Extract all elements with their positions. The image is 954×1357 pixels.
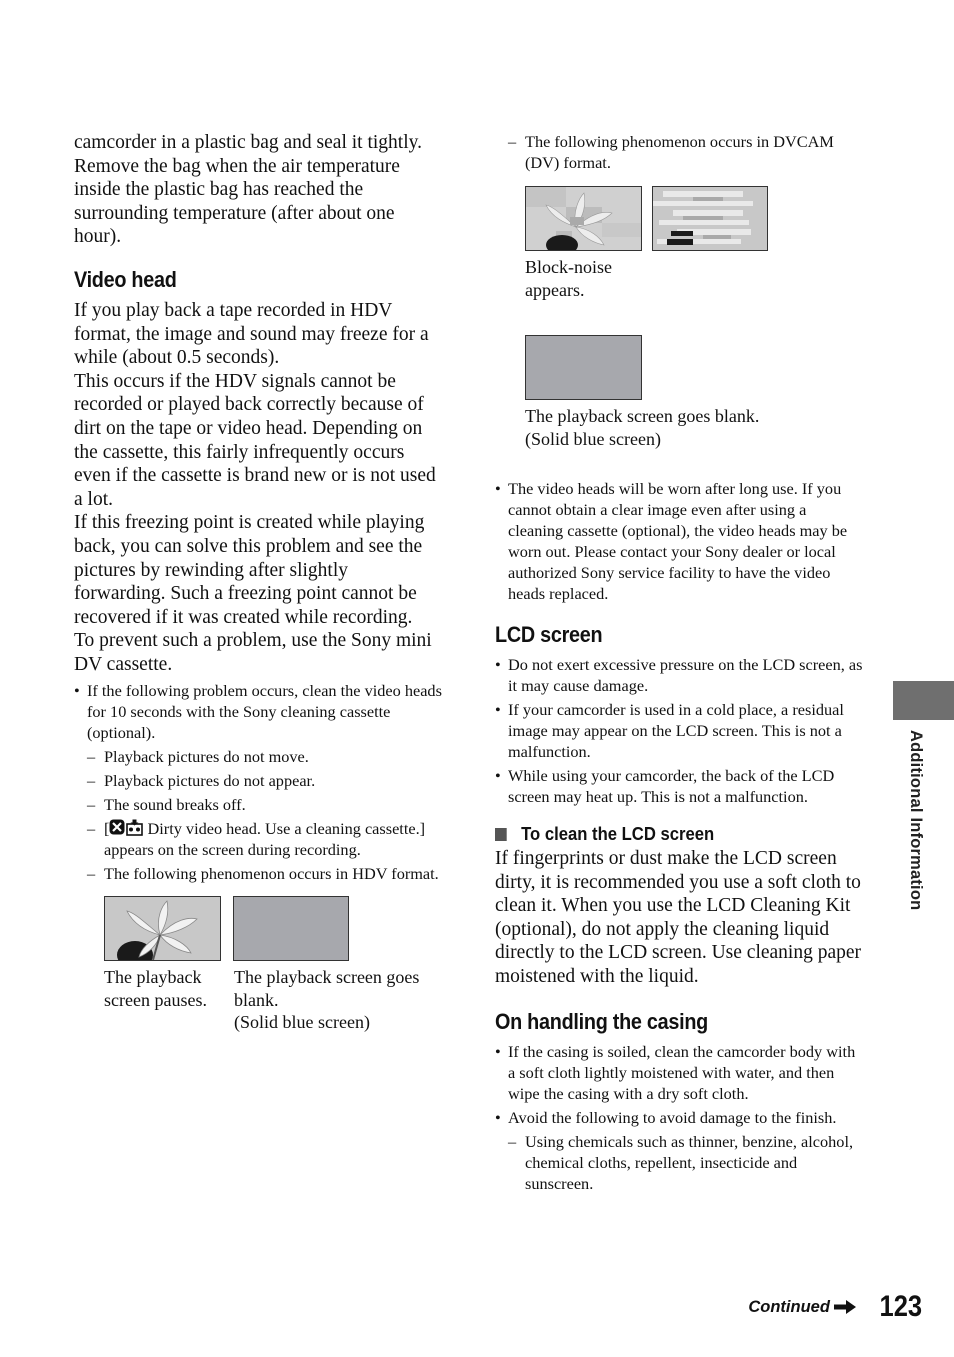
intro-paragraph: camcorder in a plastic bag and seal it tightly. Remove the bag when the air temperature inside the plastic bag has reached the surrounding temperature (after about one hour). [74, 132, 422, 248]
caption-pause: The playback screen pauses. [104, 967, 207, 1010]
caption-blank: The playback screen goes blank. (Solid blue screen) [525, 406, 760, 449]
blank-screen-thumbnail [525, 335, 642, 400]
problem-item: – Playback pictures do not appear. [87, 770, 444, 791]
chemicals-item: – Using chemicals such as thinner, benzine, alcohol, chemical cloths, repellent, insecticide and sunscreen. [508, 1131, 865, 1194]
section-tab-label: Additional Information [907, 730, 925, 911]
worn-heads-bullet-list [495, 478, 865, 604]
block-noise-thumbnail-1 [525, 186, 642, 251]
caption-block-noise: Block-noise appears. [525, 257, 612, 300]
dirty-head-warning-icon [109, 819, 143, 836]
blank-screen-thumbnail [233, 896, 349, 961]
clean-lcd-paragraph: If fingerprints or dust make the LCD screen dirty, it is recommended you use a soft cloth to clean it. When you use the LCD Cleaning Kit (optional), do not apply the cleaning liquid directly to the LCD screen. Use cleaning paper moistened with the liquid. [495, 848, 862, 987]
page-footer [748, 1290, 922, 1324]
flower-image-icon [105, 897, 220, 960]
problem-item: – Playback pictures do not move. [87, 746, 444, 767]
video-head-p1: If you play back a tape recorded in HDV format, the image and sound may freeze for a while (about 0.5 seconds). [74, 299, 429, 369]
section-tab-marker [893, 681, 954, 720]
lcd-bullet: • While using your camcorder, the back of the LCD screen may heat up. This is not a malfunction. [495, 765, 865, 807]
casing-bullet-list [495, 1041, 865, 1194]
chemicals-dash-list [508, 1131, 865, 1194]
square-bullet-icon [495, 828, 507, 841]
problem-item-icon-message: – [ Dirty video head. Use a cleaning cassette.] appears on the screen during recording. [87, 818, 444, 860]
lcd-bullet: • Do not exert excessive pressure on the LCD screen, as it may cause damage. [495, 654, 865, 696]
casing-bullet: • Avoid the following to avoid damage to the finish. – Using chemicals such as thinner, benzine, alcohol, chemical cloths, repellent, insecticide and sunscreen. [495, 1107, 865, 1194]
page-number: 123 [879, 1290, 922, 1323]
hdv-examples [74, 896, 444, 1036]
video-head-p3: If this freezing point is created while playing back, you can solve this problem and see the pictures by rewinding after slightly forwarding. Such a freezing point cannot be recovered if it was created while recording. [74, 512, 425, 628]
video-head-p2: This occurs if the HDV signals cannot be recorded or played back correctly because of dirt on the tape or video head. Depending on the cassette, this fairly infrequently occurs even if the cassette is brand new or is not used a lot. [74, 370, 436, 510]
block-noise-image-icon [526, 187, 641, 250]
cleaning-bullet: • If the following problem occurs, clean the video heads for 10 seconds with the Sony cleaning cassette (optional). – Playback pictures do not move. – Playback pictures do not appear. – The sound breaks off. – [ Dirty video head. Use a cleaning cassette.] appears on the screen during recording. – The following phenomenon occurs in HDV format. [74, 680, 444, 884]
dvcam-item: – The following phenomenon occurs in DVCAM (DV) format. [508, 131, 865, 173]
worn-heads-bullet: • The video heads will be worn after long use. If you cannot obtain a clear image even after using a cleaning cassette (optional), the video heads may be worn out. Please contact your Sony dealer or local authorized Sony service facility to have the video heads replaced. [495, 478, 865, 604]
casing-bullet: • If the casing is soiled, clean the camcorder body with a soft cloth lightly moistened with water, and then wipe the casing with a dry soft cloth. [495, 1041, 865, 1104]
continued-label: Continued [748, 1297, 830, 1316]
cleaning-bullet-list [74, 680, 444, 884]
caption-blank: The playback screen goes blank. (Solid blue screen) [234, 967, 420, 1033]
dvcam-dash-list [508, 131, 865, 173]
block-noise-thumbnail-2 [652, 186, 768, 251]
casing-heading: On handling the casing [495, 1008, 708, 1034]
block-noise-image-icon [653, 187, 767, 250]
problem-dash-list [87, 746, 444, 884]
video-head-p4: To prevent such a problem, use the Sony mini DV cassette. [74, 630, 432, 675]
video-head-heading: Video head [74, 266, 177, 292]
left-column [74, 131, 444, 1036]
problem-item: – The sound breaks off. [87, 794, 444, 815]
lcd-bullet: • If your camcorder is used in a cold place, a residual image may appear on the LCD screen. This is not a malfunction. [495, 699, 865, 762]
paused-screen-thumbnail [104, 896, 221, 961]
right-column [495, 131, 865, 1194]
lcd-bullet-list [495, 654, 865, 807]
arrow-right-icon [834, 1300, 856, 1314]
dvcam-examples [495, 186, 865, 456]
lcd-screen-heading: LCD screen [495, 622, 603, 647]
clean-lcd-heading: To clean the LCD screen [495, 823, 828, 845]
problem-item-hdv: – The following phenomenon occurs in HDV format. [87, 863, 444, 884]
